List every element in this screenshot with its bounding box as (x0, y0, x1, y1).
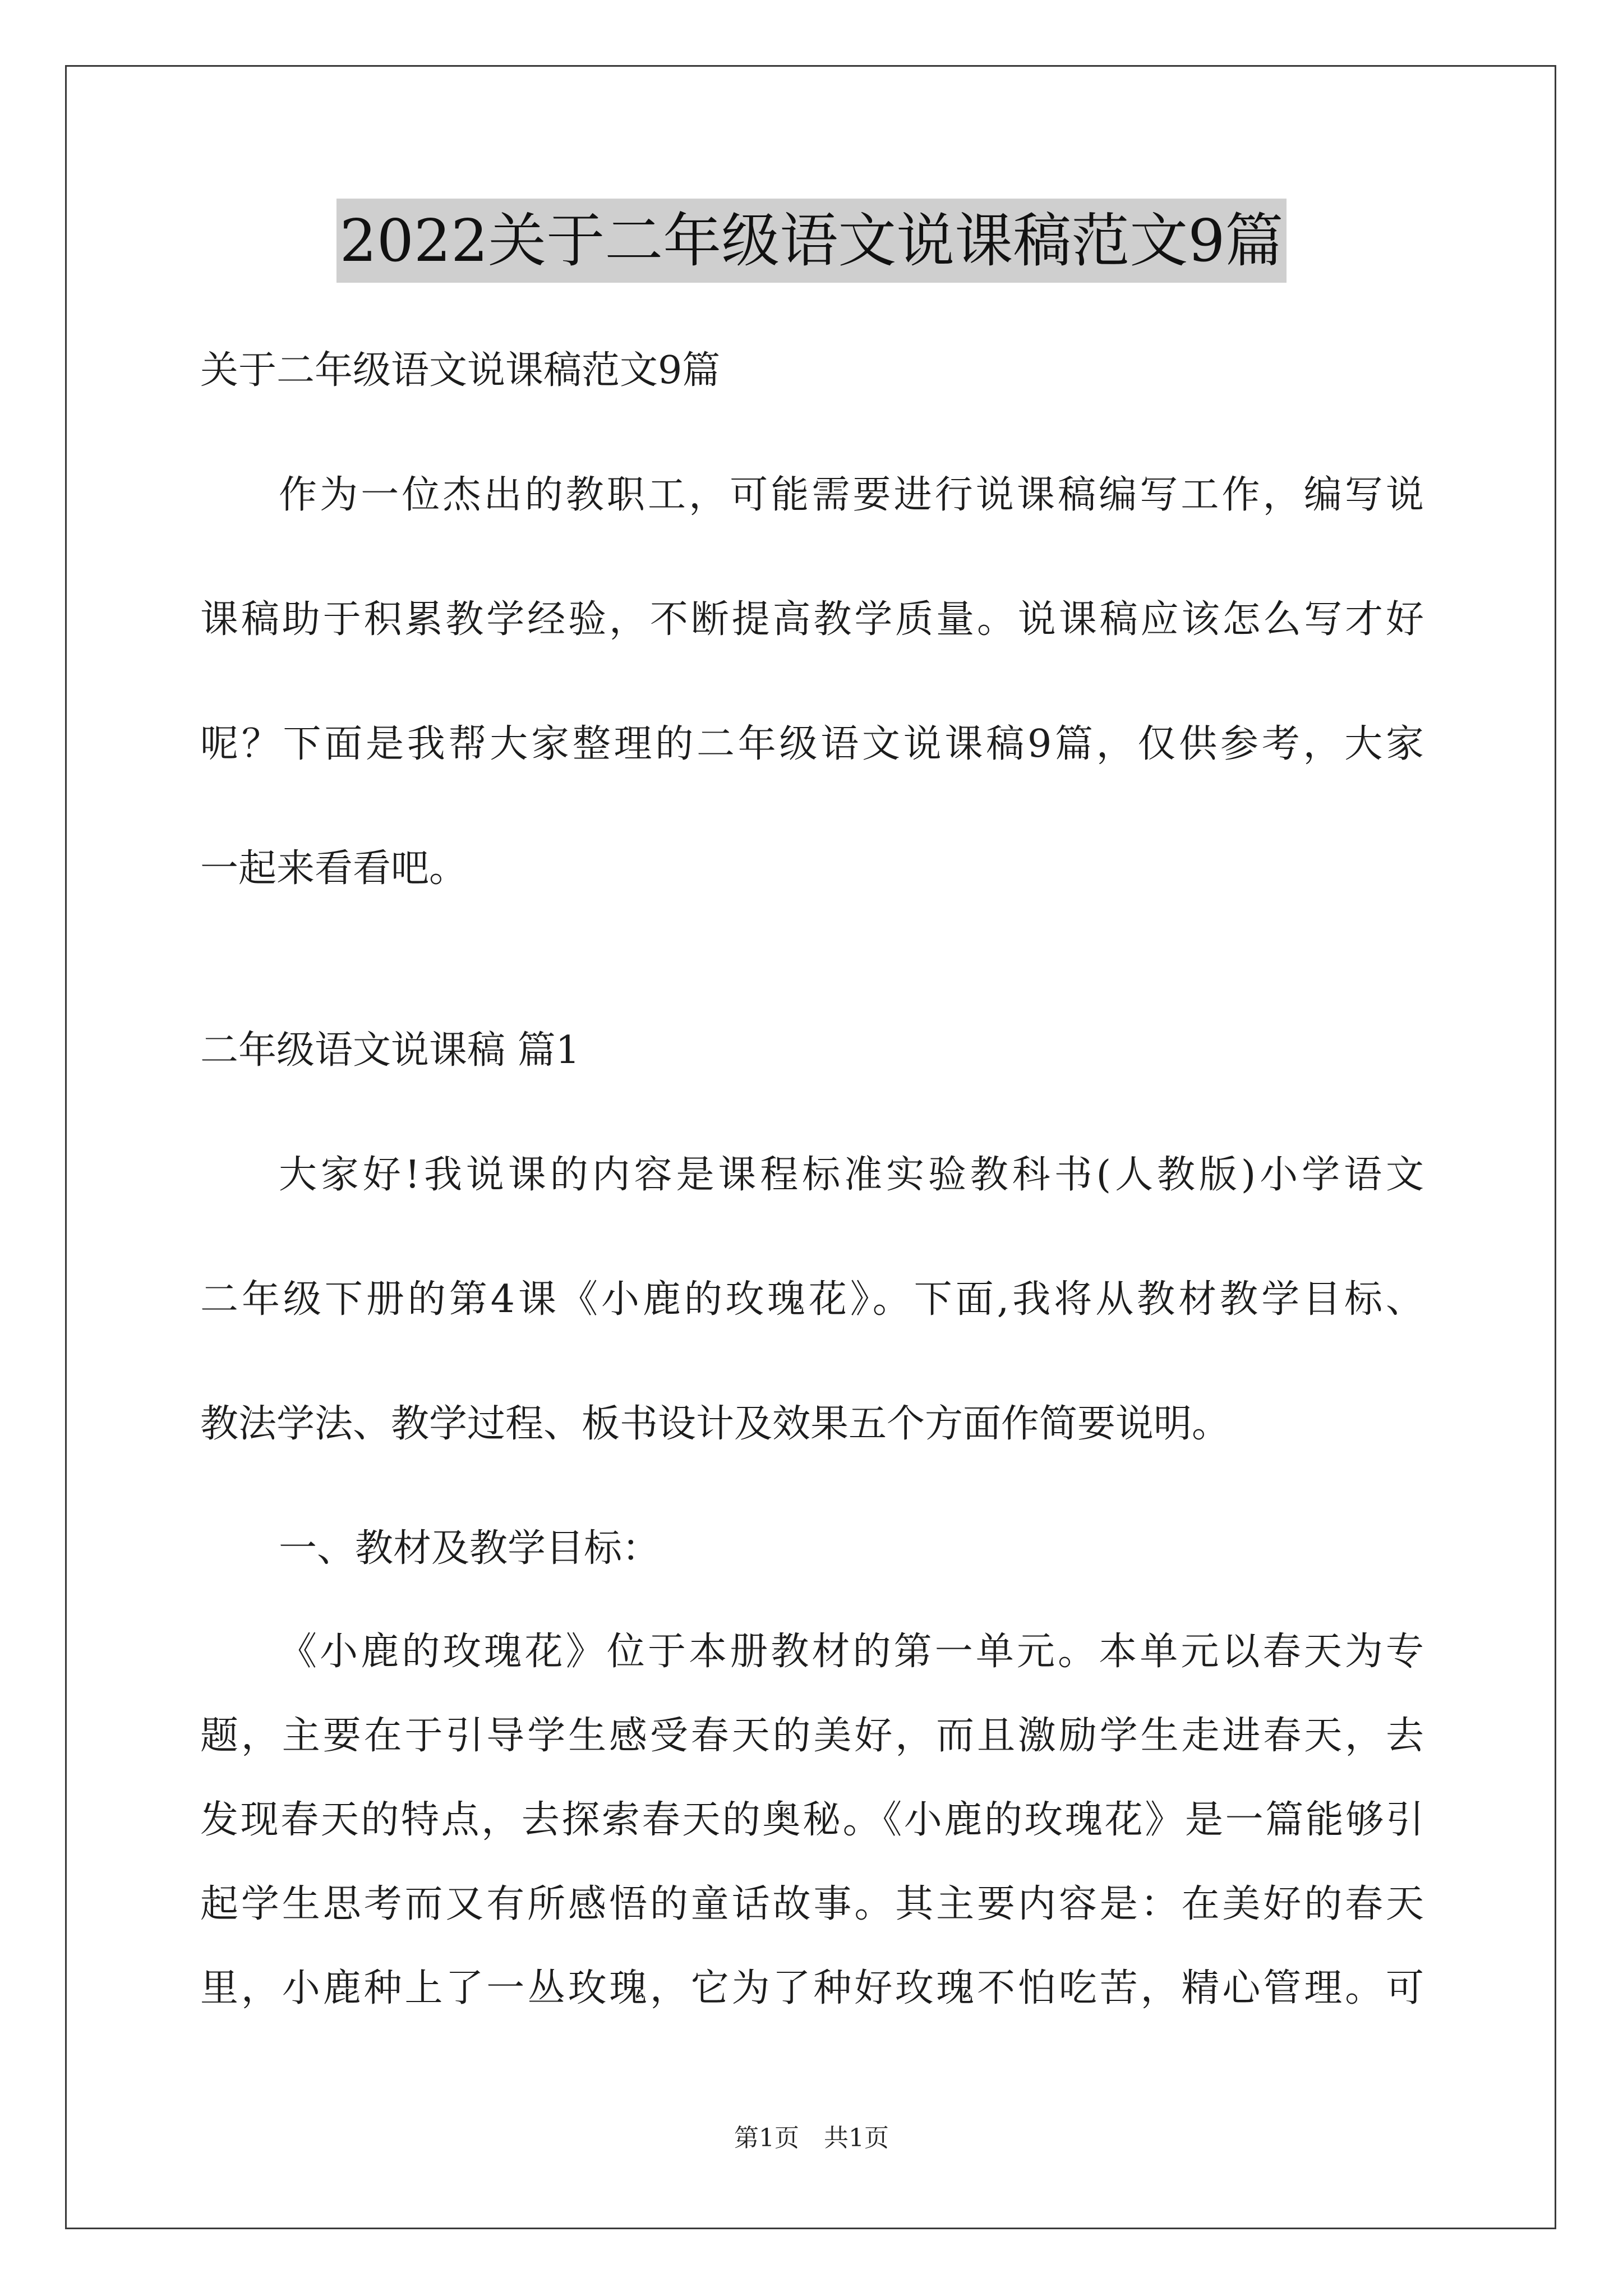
intro-line-1: 作为一位杰出的教职工，可能需要进行说课稿编写工作，编写说 (279, 473, 1424, 517)
intro-line-3: 呢？下面是我帮大家整理的二年级语文说课稿9篇，仅供参考，大家 (200, 722, 1424, 766)
intro-line-2: 课稿助于积累教学经验，不断提高教学质量。说课稿应该怎么写才好 (200, 597, 1424, 642)
subheading: 一、教材及教学目标： (279, 1526, 661, 1571)
para2-line-1: 《小鹿的玫瑰花》位于本册教材的第一单元。本单元以春天为专 (279, 1630, 1424, 1674)
para2-line-5: 里，小鹿种上了一丛玫瑰，它为了种好玫瑰不怕吃苦，精心管理。可 (200, 1966, 1424, 2010)
para2-line-4: 起学生思考而又有所感悟的童话故事。其主要内容是：在美好的春天 (200, 1882, 1424, 1926)
intro-line-4: 一起来看看吧。 (200, 846, 468, 891)
para1-line-3: 教法学法、教学过程、板书设计及效果五个方面作简要说明。 (200, 1402, 1230, 1446)
document-title: 2022关于二年级语文说课稿范文9篇 (336, 199, 1287, 283)
section-heading: 二年级语文说课稿 篇1 (200, 1028, 580, 1073)
para2-line-2: 题，主要在于引导学生感受春天的美好，而且激励学生走进春天，去 (200, 1714, 1424, 1758)
para1-line-1: 大家好!我说课的内容是课程标准实验教科书(人教版)小学语文 (279, 1153, 1424, 1197)
para1-line-2: 二年级下册的第4课《小鹿的玫瑰花》。下面,我将从教材教学目标、 (200, 1277, 1424, 1322)
page-number-footer: 第1页 共1页 (734, 2124, 889, 2152)
document-subtitle: 关于二年级语文说课稿范文9篇 (200, 348, 721, 393)
para2-line-3: 发现春天的特点，去探索春天的奥秘。《小鹿的玫瑰花》是一篇能够引 (200, 1798, 1424, 1842)
title-container (0, 199, 1623, 283)
